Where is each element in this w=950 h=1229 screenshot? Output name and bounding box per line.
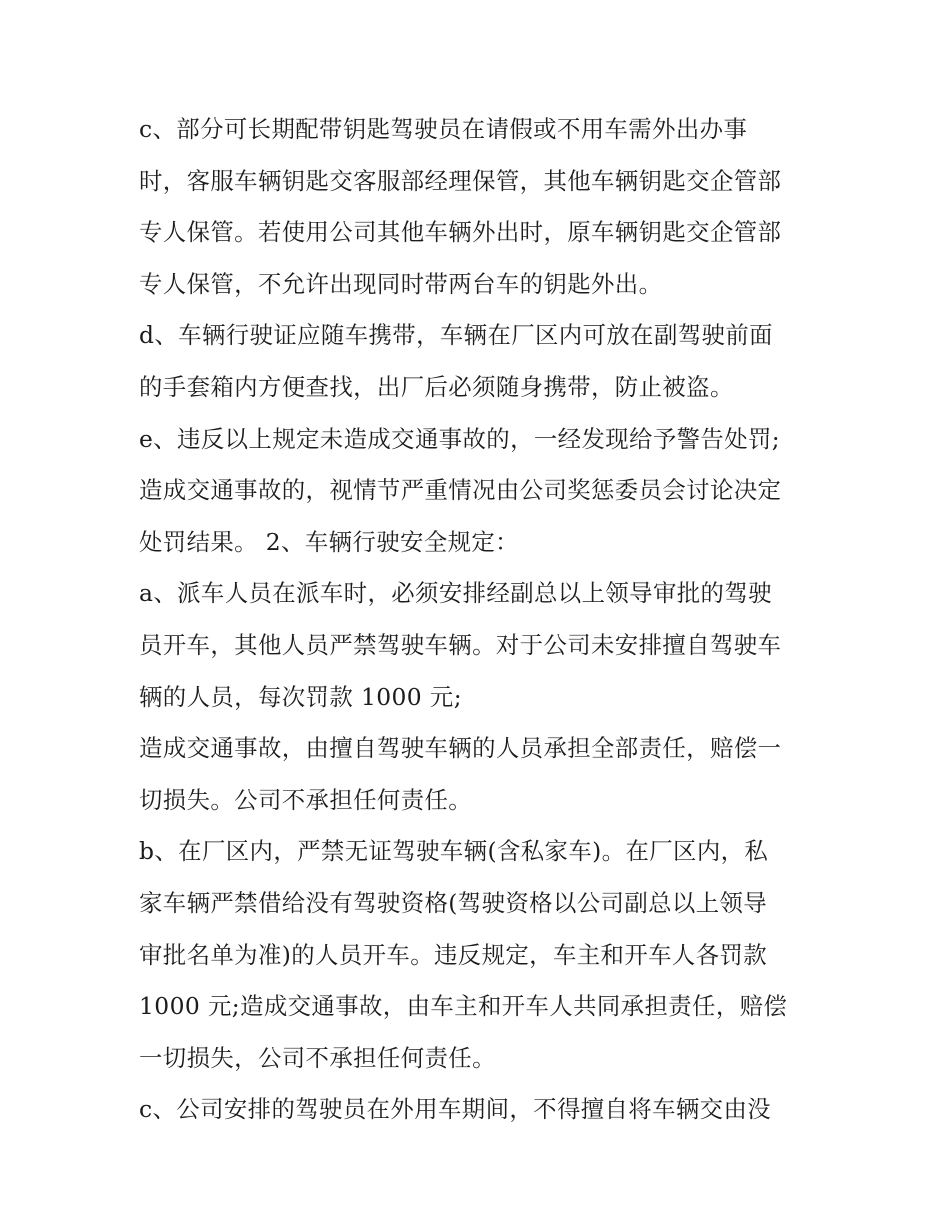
- text-line: e、违反以上规定未造成交通事故的，一经发现给予警告处罚;: [139, 424, 781, 453]
- text-line: 审批名单为准)的人员开车。违反规定，车主和开车人各罚款: [139, 940, 768, 969]
- text-line: c、公司安排的驾驶员在外用车期间，不得擅自将车辆交由没: [139, 1095, 772, 1124]
- text-line: 时，客服车辆钥匙交客服部经理保管，其他车辆钥匙交企管部: [139, 166, 782, 195]
- text-line: 一切损失，公司不承担任何责任。: [139, 1043, 496, 1072]
- text-line: a、派车人员在派车时，必须安排经副总以上领导审批的驾驶: [139, 579, 772, 608]
- text-line: 造成交通事故，由擅自驾驶车辆的人员承担全部责任，赔偿一: [139, 734, 782, 763]
- document-body: [139, 104, 829, 1136]
- text-line: 处罚结果。 2、车辆行驶安全规定：: [139, 527, 519, 556]
- text-line: 造成交通事故的，视情节严重情况由公司奖惩委员会讨论决定: [139, 476, 782, 505]
- text-line: 1000 元;造成交通事故，由车主和开车人共同承担责任，赔偿: [139, 992, 788, 1021]
- text-line: 专人保管。若使用公司其他车辆外出时，原车辆钥匙交企管部: [139, 218, 782, 247]
- text-line: 切损失。公司不承担任何责任。: [139, 785, 473, 814]
- text-line: 辆的人员，每次罚款 1000 元;: [139, 682, 462, 711]
- text-line: 专人保管，不允许出现同时带两台车的钥匙外出。: [139, 269, 663, 298]
- text-line: d、车辆行驶证应随车携带，车辆在厂区内可放在副驾驶前面: [139, 321, 773, 350]
- text-line: b、在厂区内，严禁无证驾驶车辆(含私家车)。在厂区内，私: [139, 837, 769, 866]
- text-line: 的手套箱内方便查找，出厂后必须随身携带，防止被盗。: [139, 372, 734, 401]
- text-line: 员开车，其他人员严禁驾驶车辆。对于公司未安排擅自驾驶车: [139, 630, 782, 659]
- text-line: c、部分可长期配带钥匙驾驶员在请假或不用车需外出办事: [139, 115, 748, 143]
- text-line: 家车辆严禁借给没有驾驶资格(驾驶资格以公司副总以上领导: [139, 888, 768, 917]
